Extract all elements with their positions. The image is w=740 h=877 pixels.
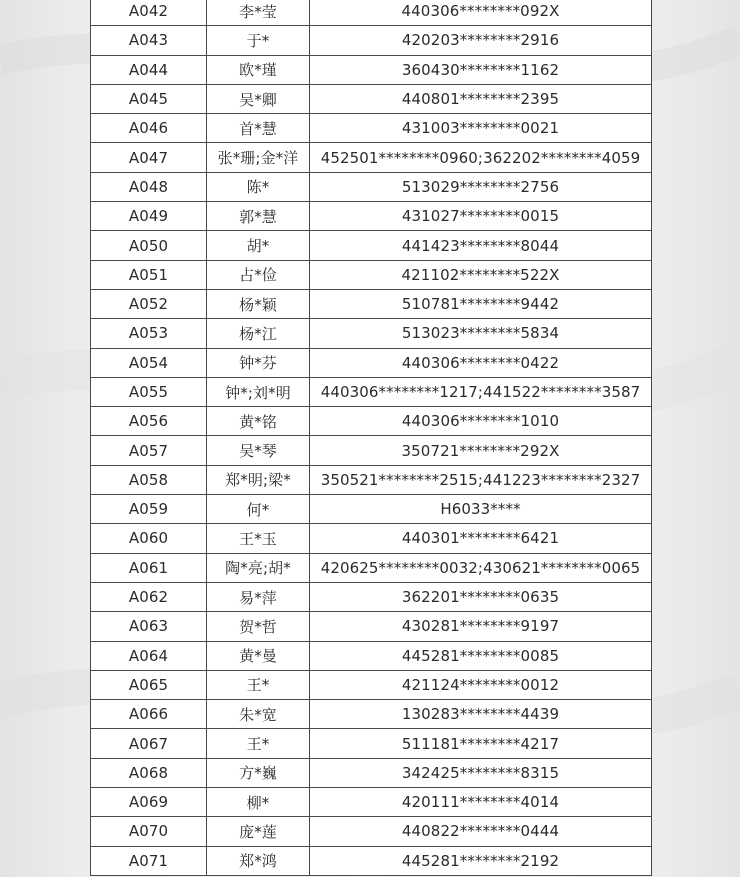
cell-id-number: 362201********0635 [310, 582, 652, 611]
roster-sheet [90, 0, 651, 876]
cell-id-number: 420111********4014 [310, 788, 652, 817]
cell-id-number: 420625********0032;430621********0065 [310, 553, 652, 582]
cell-code: A056 [91, 407, 207, 436]
cell-name: 王* [207, 729, 310, 758]
cell-name: 胡* [207, 231, 310, 260]
cell-code: A054 [91, 348, 207, 377]
cell-code: A052 [91, 289, 207, 318]
table-row [91, 202, 652, 231]
cell-code: A044 [91, 55, 207, 84]
cell-name: 陈* [207, 172, 310, 201]
cell-code: A068 [91, 758, 207, 787]
roster-table [90, 0, 652, 876]
cell-name: 王*玉 [207, 524, 310, 553]
cell-id-number: 441423********8044 [310, 231, 652, 260]
cell-code: A042 [91, 0, 207, 26]
cell-id-number: 350521********2515;441223********2327 [310, 465, 652, 494]
table-row [91, 729, 652, 758]
cell-id-number: 350721********292X [310, 436, 652, 465]
cell-id-number: 513023********5834 [310, 319, 652, 348]
table-row [91, 55, 652, 84]
table-row [91, 436, 652, 465]
cell-id-number: 440306********092X [310, 0, 652, 26]
cell-name: 于* [207, 26, 310, 55]
cell-name: 首*慧 [207, 114, 310, 143]
cell-code: A063 [91, 612, 207, 641]
cell-code: A055 [91, 377, 207, 406]
table-row [91, 465, 652, 494]
cell-id-number: 431027********0015 [310, 202, 652, 231]
cell-code: A046 [91, 114, 207, 143]
table-row [91, 407, 652, 436]
table-row [91, 172, 652, 201]
cell-code: A043 [91, 26, 207, 55]
cell-id-number: 440306********1217;441522********3587 [310, 377, 652, 406]
cell-id-number: 440306********0422 [310, 348, 652, 377]
cell-code: A060 [91, 524, 207, 553]
table-row [91, 553, 652, 582]
table-row [91, 641, 652, 670]
cell-id-number: 440822********0444 [310, 817, 652, 846]
cell-name: 吴*琴 [207, 436, 310, 465]
cell-id-number: 452501********0960;362202********4059 [310, 143, 652, 172]
table-row [91, 582, 652, 611]
table-row [91, 114, 652, 143]
cell-id-number: 420203********2916 [310, 26, 652, 55]
table-row [91, 700, 652, 729]
table-row [91, 670, 652, 699]
cell-code: A071 [91, 846, 207, 875]
cell-code: A061 [91, 553, 207, 582]
cell-code: A065 [91, 670, 207, 699]
cell-id-number: 445281********0085 [310, 641, 652, 670]
table-row [91, 788, 652, 817]
cell-name: 何* [207, 495, 310, 524]
cell-id-number: 130283********4439 [310, 700, 652, 729]
cell-name: 钟*芬 [207, 348, 310, 377]
cell-name: 钟*;刘*明 [207, 377, 310, 406]
cell-id-number: 511181********4217 [310, 729, 652, 758]
cell-code: A045 [91, 84, 207, 113]
cell-name: 易*萍 [207, 582, 310, 611]
cell-code: A067 [91, 729, 207, 758]
cell-id-number: 440801********2395 [310, 84, 652, 113]
table-row [91, 231, 652, 260]
cell-name: 贺*哲 [207, 612, 310, 641]
cell-id-number: 445281********2192 [310, 846, 652, 875]
table-row [91, 524, 652, 553]
cell-name: 郑*明;梁* [207, 465, 310, 494]
cell-code: A064 [91, 641, 207, 670]
cell-id-number: 360430********1162 [310, 55, 652, 84]
cell-name: 陶*亮;胡* [207, 553, 310, 582]
table-row [91, 260, 652, 289]
table-row [91, 758, 652, 787]
cell-name: 郑*鸿 [207, 846, 310, 875]
cell-name: 朱*宽 [207, 700, 310, 729]
cell-id-number: 342425********8315 [310, 758, 652, 787]
cell-code: A048 [91, 172, 207, 201]
cell-code: A051 [91, 260, 207, 289]
table-row [91, 846, 652, 875]
cell-name: 杨*江 [207, 319, 310, 348]
cell-code: A053 [91, 319, 207, 348]
cell-code: A059 [91, 495, 207, 524]
table-row [91, 817, 652, 846]
cell-id-number: 513029********2756 [310, 172, 652, 201]
cell-name: 方*巍 [207, 758, 310, 787]
cell-name: 庞*莲 [207, 817, 310, 846]
table-row [91, 84, 652, 113]
cell-name: 黄*曼 [207, 641, 310, 670]
cell-name: 杨*颖 [207, 289, 310, 318]
cell-id-number: 510781********9442 [310, 289, 652, 318]
cell-name: 李*莹 [207, 0, 310, 26]
cell-code: A047 [91, 143, 207, 172]
cell-id-number: 421124********0012 [310, 670, 652, 699]
table-row [91, 289, 652, 318]
cell-name: 王* [207, 670, 310, 699]
cell-name: 柳* [207, 788, 310, 817]
cell-id-number: 431003********0021 [310, 114, 652, 143]
cell-code: A062 [91, 582, 207, 611]
table-row [91, 377, 652, 406]
table-row [91, 143, 652, 172]
cell-code: A066 [91, 700, 207, 729]
cell-code: A070 [91, 817, 207, 846]
cell-id-number: 421102********522X [310, 260, 652, 289]
cell-code: A069 [91, 788, 207, 817]
cell-id-number: 430281********9197 [310, 612, 652, 641]
cell-id-number: 440306********1010 [310, 407, 652, 436]
table-row [91, 612, 652, 641]
cell-id-number: H6033**** [310, 495, 652, 524]
roster-table-body [91, 0, 652, 875]
cell-name: 郭*慧 [207, 202, 310, 231]
cell-code: A058 [91, 465, 207, 494]
table-row [91, 348, 652, 377]
table-row [91, 495, 652, 524]
cell-name: 张*珊;金*洋 [207, 143, 310, 172]
cell-id-number: 440301********6421 [310, 524, 652, 553]
table-row [91, 0, 652, 26]
cell-name: 欧*瑾 [207, 55, 310, 84]
cell-name: 占*俭 [207, 260, 310, 289]
table-row [91, 319, 652, 348]
cell-code: A049 [91, 202, 207, 231]
cell-code: A050 [91, 231, 207, 260]
cell-name: 吴*卿 [207, 84, 310, 113]
table-row [91, 26, 652, 55]
cell-code: A057 [91, 436, 207, 465]
cell-name: 黄*铭 [207, 407, 310, 436]
